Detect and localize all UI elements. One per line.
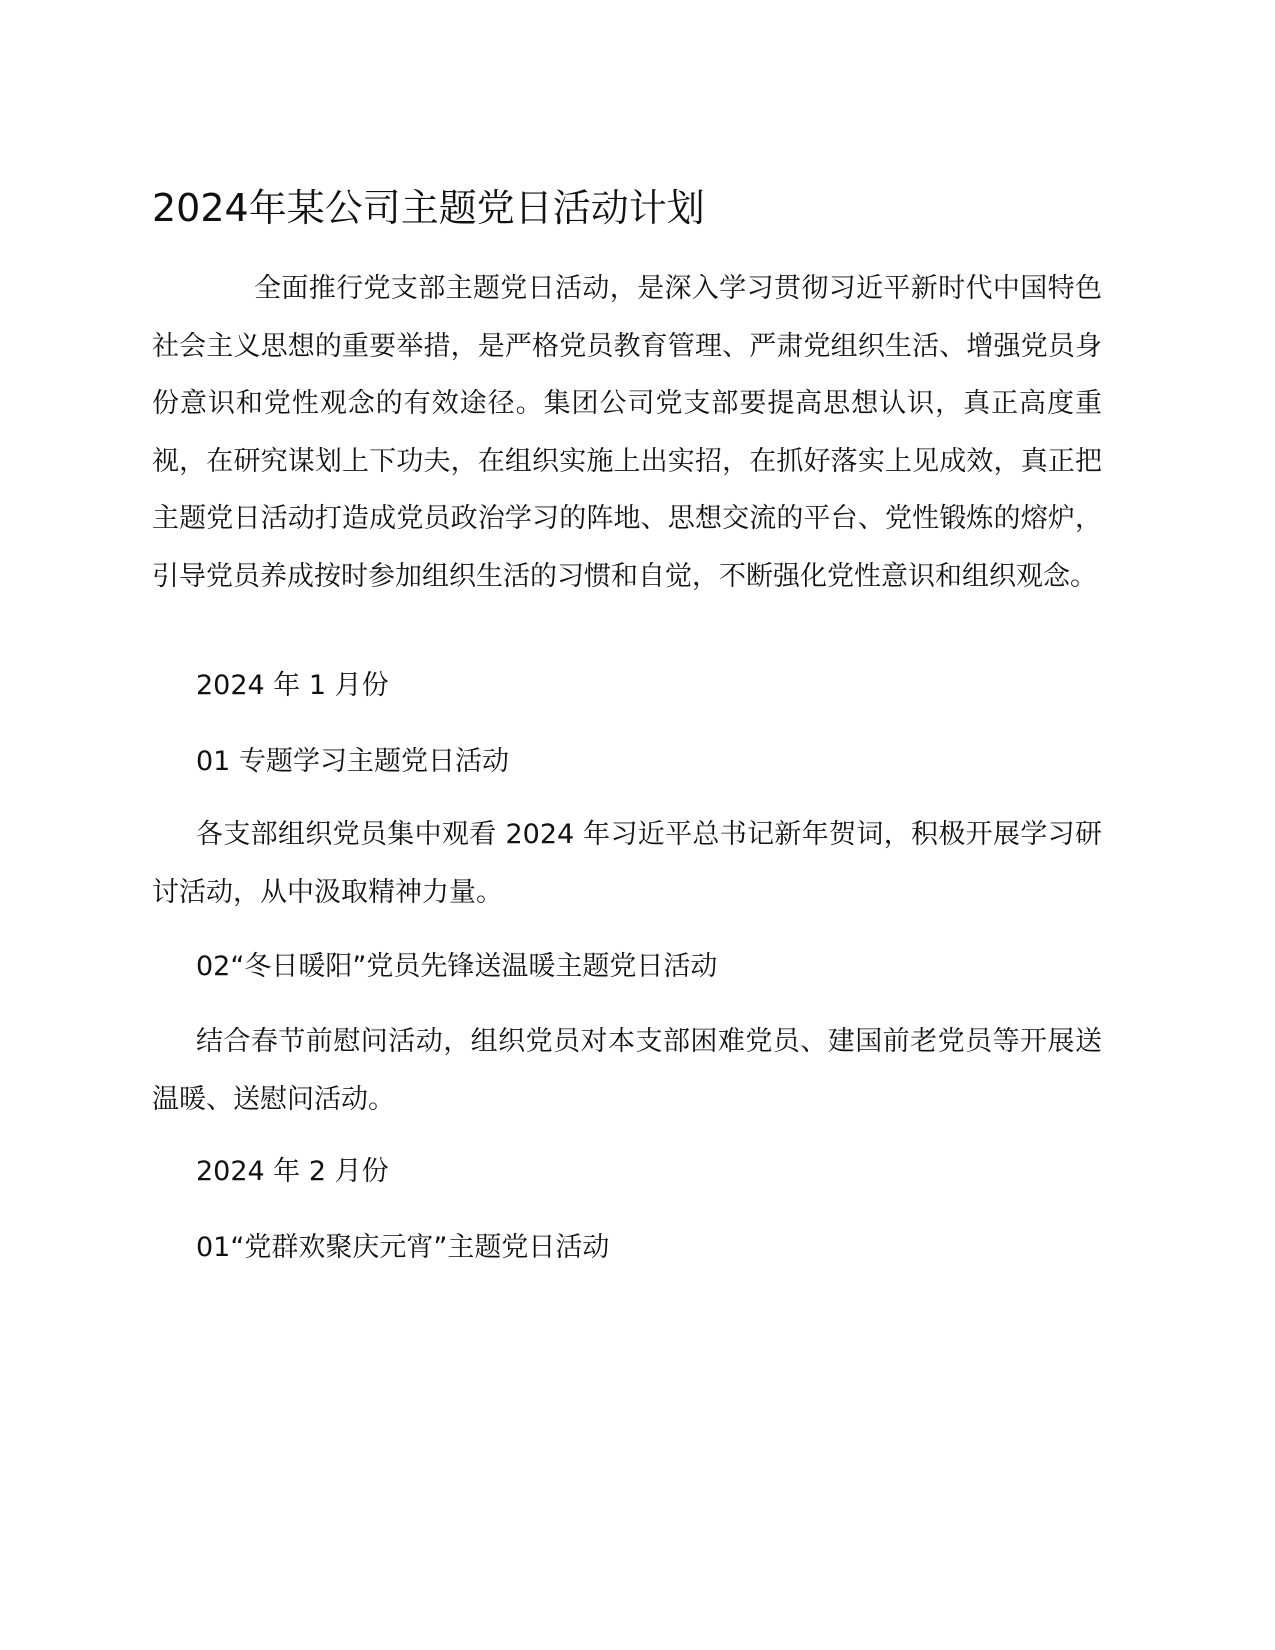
section-month-2: 2024 年 2 月份 bbox=[196, 1156, 389, 1187]
activity-heading-1-1: 01 专题学习主题党日活动 bbox=[196, 746, 509, 777]
activity-body-1-2: 结合春节前慰问活动，组织党员对本支部困难党员、建国前老党员等开展送温暖、送慰问活动。 bbox=[152, 1026, 1102, 1115]
document-title: 2024年某公司主题党日活动计划 bbox=[152, 186, 705, 230]
activity-heading-1-2: 02“冬日暖阳”党员先锋送温暖主题党日活动 bbox=[196, 951, 718, 982]
intro-paragraph: 全面推行党支部主题党日活动，是深入学习贯彻习近平新时代中国特色社会主义思想的重要举措，是严格党员教育管理、严肃党组织生活、增强党员身份意识和党性观念的有效途径。集团公司党支部要提高思想认识，真正高度重视，在研究谋划上下功夫，在组织实施上出实招，在抓好落实上见成效，真正把主题党日活动打造成党员政治学习的阵地、思想交流的平台、党性锻炼的熔炉，引导党员养成按时参加组织生活的习惯和自觉，不断强化党性意识和组织观念。 bbox=[152, 273, 1102, 592]
activity-body-1-1: 各支部组织党员集中观看 2024 年习近平总书记新年贺词，积极开展学习研讨活动，从中汲取精神力量。 bbox=[152, 819, 1102, 908]
activity-heading-2-1: 01“党群欢聚庆元宵”主题党日活动 bbox=[196, 1232, 610, 1263]
section-month-1: 2024 年 1 月份 bbox=[196, 670, 389, 701]
